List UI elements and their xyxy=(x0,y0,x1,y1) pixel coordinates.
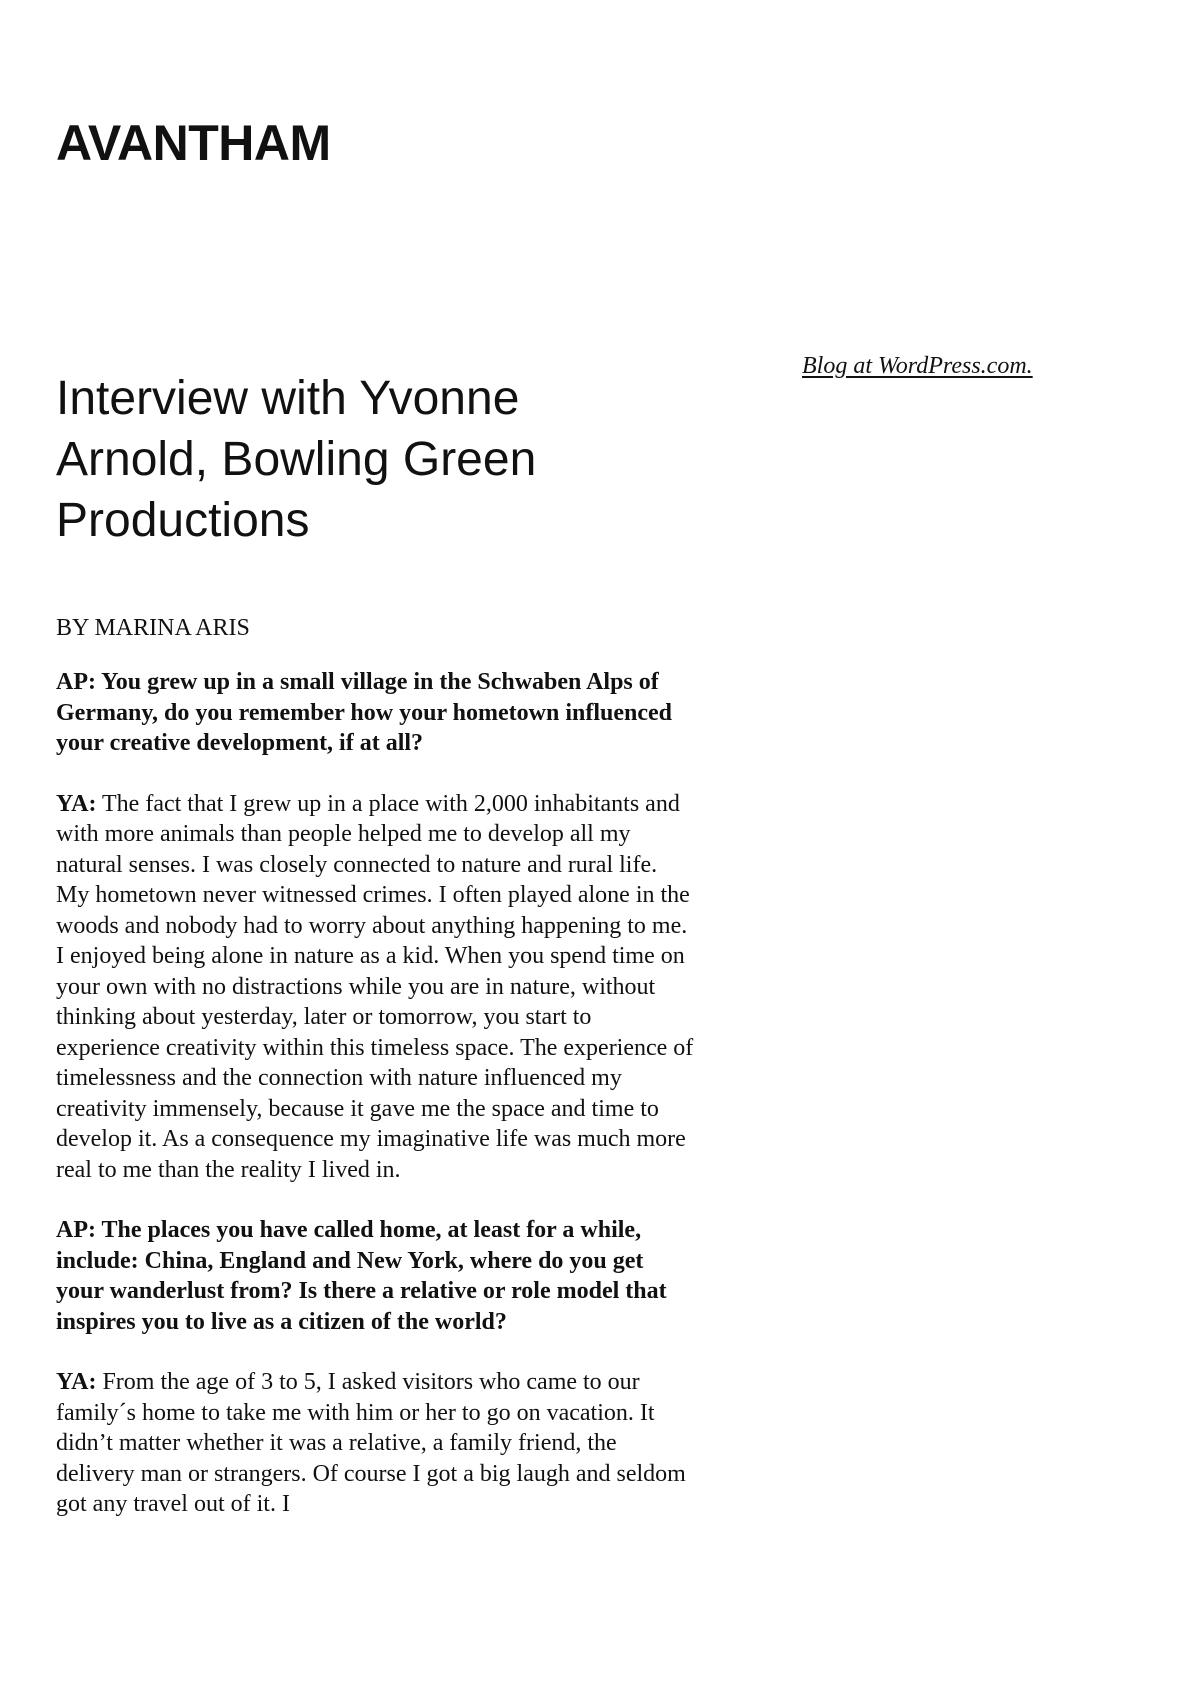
answer-speaker: YA: xyxy=(56,1369,97,1395)
interview-question: AP: You grew up in a small village in the Schwaben Alps of Germany, do you remember how your hometown influenced your creative development, if at all? xyxy=(56,669,672,756)
answer-text: The fact that I grew up in a place with 2,000 inhabitants and with more animals than people helped me to develop all my natural senses. I was closely connected to nature and rural life. My hometown never witnessed crimes. I often played alone in the woods and nobody had to worry about anything happening to me. I enjoyed being alone in nature as a kid. When you spend time on your own with no distractions while you are in nature, without thinking about yesterday, later or tomorrow, you start to experience creativity within this timeless space. The experience of timelessness and the connection with nature influenced my creativity immensely, because it gave me the space and time to develop it. As a consequence my imaginative life was much more real to me than the reality I lived in. xyxy=(56,790,694,1183)
interview-question: AP: The places you have called home, at least for a while, include: China, England and New York, where do you get your wanderlust from? Is there a relative or role model that inspires you to live as a citizen of the world? xyxy=(56,1217,667,1335)
interview-answer xyxy=(56,1367,696,1520)
post-title: Interview with Yvonne Arnold, Bowling Green Productions xyxy=(56,372,537,547)
answer-speaker: YA: xyxy=(56,790,97,817)
answer-text: From the age of 3 to 5, I asked visitors who came to our family´s home to take me with him or her to go on vacation. It didn’t matter whether it was a relative, a family friend, the delivery man or strangers. Of course I got a big laugh and seldom got any travel out of it. I xyxy=(56,1369,686,1517)
site-title[interactable]: AVANTHAM xyxy=(56,115,331,171)
wordpress-credit-link[interactable]: Blog at WordPress.com. xyxy=(802,353,1033,379)
post-byline: BY MARINA ARIS xyxy=(56,615,250,641)
interview-answer xyxy=(56,789,696,1186)
post-article xyxy=(56,368,696,1520)
